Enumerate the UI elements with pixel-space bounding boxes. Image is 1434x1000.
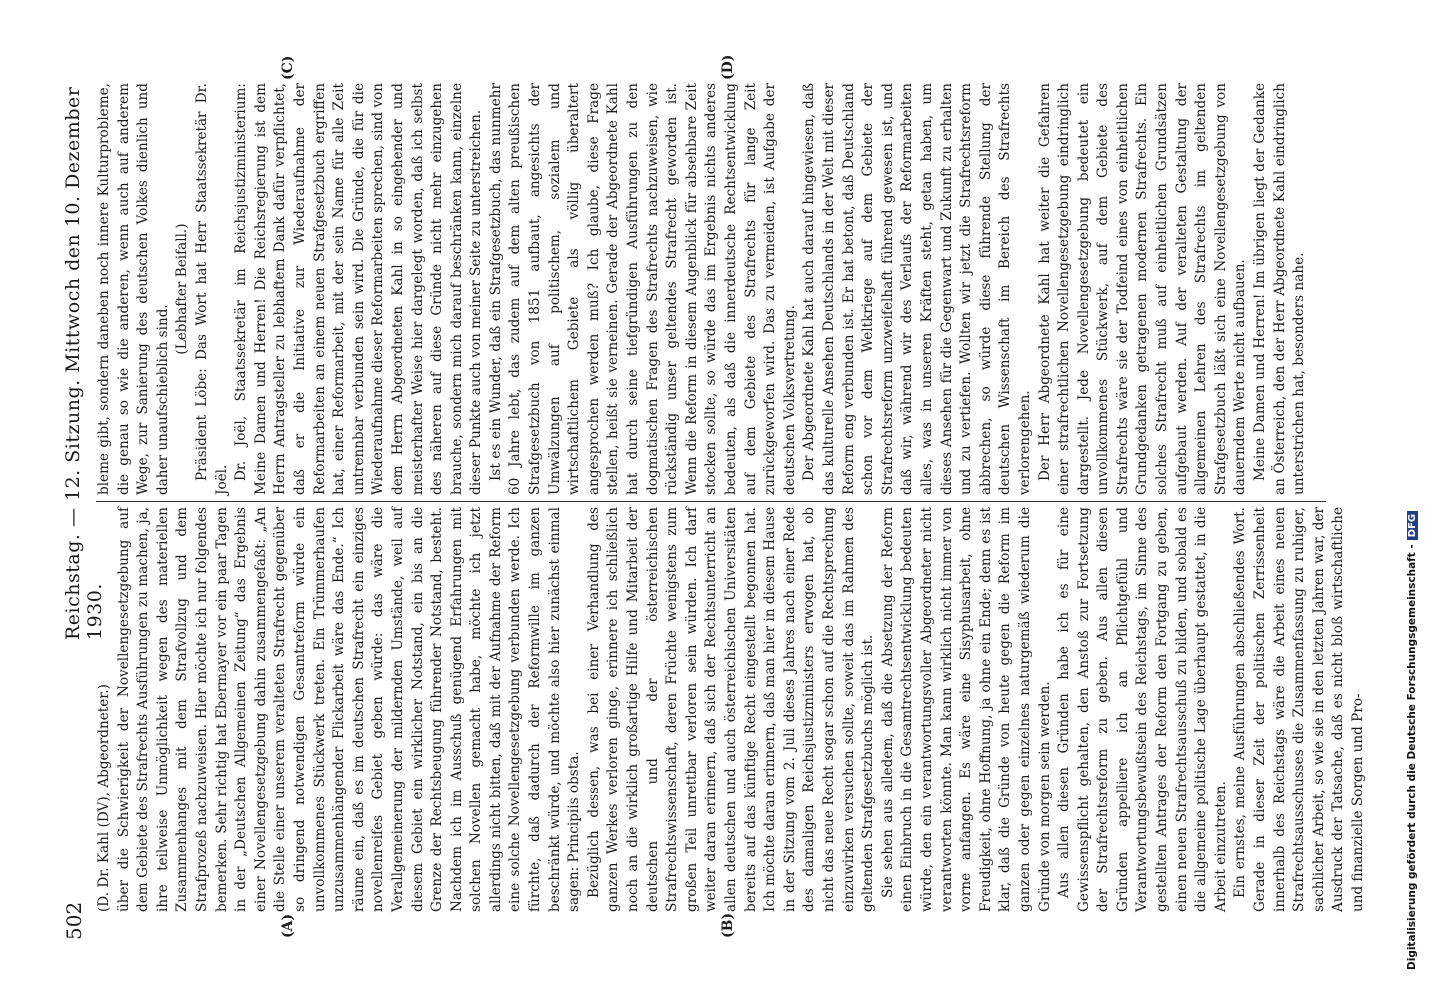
paragraph: über die Schwierigkeit der Novellengesetzgebung auf dem Gebiete des Strafrechts Ausführungen zu machen, ja, ihre teilweise Unmöglichkeit wegen des materiellen Zusammenhanges mit dem Strafvollzug und dem Strafprozeß nachzuweisen. Hier möchte ich nur folgendes bemerken. Sehr richtig hat Ebermayer vor ein paar Tagen in der „Deutschen Allgemeinen Zeitung“ das Ergebnis einer Novellengesetzgebung dahin zusammengefaßt: „An die Stelle einer unserem veralteten Strafrecht gegenüber so dringend notwendigen Gesamtreform würde ein unvollkommenes Stückwerk treten. Ein Trümmerhaufen unzusammenhängender Flickarbeit wäre das Ende.“ Ich räume ein, daß es im deutschen Strafrecht ein einziges novellenreifes Gebiet geben würde: das wäre die Verallgemeinerung der mildernden Umstände, weil auf diesem Gebiet ein wirklicher Notstand, ein bis an die Grenze der Rechtsbeugung führender Notstand, besteht. Nachdem ich im Ausschuß genügend Erfahrungen mit solchen Novellen gemacht habe, möchte ich jetzt allerdings nicht bitten, daß mit der Aufnahme der Reform eine solche Novellengesetzgebung verbunden werde. Ich fürchte, daß dadurch der Reformwille im ganzen beschränkt würde, und möchte also hier zunächst einmal sagen: Principiis obsta.	[115, 507, 583, 912]
paragraph: Bezüglich dessen, was bei einer Verhandlung des ganzen Werkes verloren ginge, erinnere ich schließlich noch an die wirklich großartige Hilfe und Mitarbeit der deutschen und der österreichischen Strafrechtswissenschaft, deren Früchte wenigstens zum großen Teil unrettbar verloren sein würden. Ich darf weiter daran erinnern, daß sich der Rechtsunterricht an allen deutschen und auch österreichischen Universitäten bereits auf das künftige Recht eingestellt begonnen hat. Ich möchte daran erinnern, daß man hier in diesem Hause in der Sitzung vom 2. Juli dieses Jahres nach einer Rede des damaligen Reichsjustizministers erwogen hat, ob nicht das neue Recht sogar schon auf die Rechtsprechung einzuwirken versuchen sollte, soweit das im Rahmen des geltenden Strafgesetzbuchs möglich ist.	[585, 507, 877, 912]
margin-marker-a: (A)	[280, 913, 296, 938]
margin-marker-c: (C)	[280, 55, 296, 80]
dfg-logo: DFG	[1407, 511, 1418, 540]
digitization-note	[1406, 250, 1426, 970]
column-left	[95, 507, 1369, 912]
paragraph: Ist es ein Wunder, daß ein Strafgesetzbuch, das nunmehr 60 Jahre lebt, das zudem auf dem alten preußischen Strafgesetzbuch von 1851 aufbaut, angesichts der Umwälzungen auf politischem, sozialem und wirtschaftlichem Gebiete als völlig überaltert angesprochen werden muß? Ich glaube, diese Frage stellen, heißt sie verneinen. Gerade der Abgeordnete Kahl hat durch seine tiefgründigen Ausführungen zu den dogmatischen Fragen des Strafrechts nachzuweisen, wie rückständig unser geltendes Strafrecht geworden ist. Wenn die Reform in diesem Augenblick für absehbare Zeit stocken sollte, so würde das im Ergebnis nichts anderes bedeuten, als daß die innerdeutsche Rechtsentwicklung auf dem Gebiete des Strafrechts für lange Zeit zurückgeworfen wird. Das zu vermeiden, ist Aufgabe der deutschen Volksvertretung.	[487, 83, 798, 495]
margin-marker-b: (B)	[720, 912, 736, 938]
paragraph: Der Herr Abgeordnete Kahl hat weiter die Gefahren einer strafrechtlichen Novellengesetzgebung eindringlich dargestellt. Jede Novellengesetzgebung bedeutet ein unvollkommenes Stückwerk, auf dem Gebiete des Strafrechts wäre sie der Todfeind eines von einheitlichen Grundgedanken getragenen modernen Strafrechts. Ein solches Strafrecht muß auf einheitlichen Grundsätzen aufgebaut werden. Auf der veralteten Gestaltung der allgemeinen Lehren des Strafrechts im geltenden Strafgesetzbuch läßt sich eine Novellengesetzgebung von dauerndem Werte nicht aufbauen.	[1036, 83, 1249, 495]
president-line: Präsident Löbe: Das Wort hat Herr Staatssekretär Dr. Joël.	[193, 83, 230, 495]
paragraph: Dr. Joël, Staatssekretär im Reichsjustizministerium: Meine Damen und Herren! Die Reichsregierung ist dem Herrn Antragsteller zu lebhaftem Dank dafür verpflichtet, daß er die Initiative zur Wiederaufnahme der Reformarbeiten an einem neuen Strafgesetzbuch ergriffen hat, einer Reformarbeit, mit der sein Name für alle Zeit untrennbar verbunden sein wird. Die Gründe, die für die Wiederaufnahme dieser Reformarbeiten sprechen, sind von dem Herrn Abgeordneten Kahl in so eingehender und meisterhafter Weise hier dargelegt worden, daß ich selbst des näheren auf diese Gründe nicht mehr einzugehen brauche, sondern mich darauf beschränken kann, einzelne dieser Punkte auch von meiner Seite zu unterstreichen.	[233, 83, 485, 495]
paragraph: Sie sehen aus alledem, daß die Absetzung der Reform einen Einbruch in die Gesamtrechtsentwicklung bedeuten würde, den ein verantwortungsvoller Abgeordneter nicht verantworten könnte. Man kann wirklich nicht immer von vorne anfangen. Es wäre eine Sisyphusarbeit, ohne Freudigkeit, ohne Hoffnung, ja ohne ein Ende; denn es ist klar, daß die Gründe von heute gegen die Reform im ganzen oder gegen einzelnes naturgemäß wiederum die Gründe von morgen sein werden.	[879, 507, 1053, 912]
paragraph: Meine Damen und Herren! Im übrigen liegt der Gedanke an Österreich, den der Herr Abgeordnete Kahl eindringlich unterstrichen hat, besonders nahe.	[1252, 83, 1308, 495]
paragraph: bleme gibt, sondern daneben noch innere Kulturprobleme, die genau so wie die anderen, wenn auch auf anderem Wege, zur Sanierung des deutschen Volkes dienlich und daher unaufschieblich sind.	[96, 83, 171, 495]
margin-marker-d: (D)	[720, 54, 736, 80]
column-right	[95, 83, 1310, 495]
running-title: Reichstag. — 12. Sitzung. Mittwoch den 10. Dezember 1930.	[62, 86, 106, 640]
digitization-text: Digitalisierung gefördert durch die Deutsche Forschungsgemeinschaft -	[1406, 544, 1418, 970]
paragraph: Ein ernstes, meine Ausführungen abschließendes Wort. Gerade in dieser Zeit der politischen Zerrissenheit innerhalb des Reichstags wäre die Arbeit eines neuen Strafrechtsausschusses die Zusammenfassung zu ruhiger, sachlicher Arbeit, so wie sie in den letzten Jahren war, der Ausdruck der Tatsache, daß es nicht bloß wirtschaftliche und finanzielle Sorgen und Pro-	[1232, 507, 1366, 912]
applause-note: (Lebhafter Beifall.)	[174, 223, 191, 355]
paragraph: Aus allen diesen Gründen habe ich es für eine Gewissenspflicht gehalten, den Anstoß zur Fortsetzung der Strafrechtsreform zu geben. Aus allen diesen Gründen appelliere ich an Pflichtgefühl und Verantwortungsbewußtsein des Reichstags, im Sinne des gestellten Antrages der Reform den Fortgang zu geben, einen neuen Strafrechtsausschuß zu bilden, und sobald es die allgemeine politische Lage überhaupt gestattet, in die Arbeit einzutreten.	[1056, 507, 1229, 912]
column-divider	[96, 501, 1326, 502]
speaker-line: (D. Dr. Kahl (DV), Abgeordneter.)	[96, 684, 112, 912]
paragraph: Der Abgeordnete Kahl hat auch darauf hingewiesen, daß das kulturelle Ansehen Deutschlands in der Welt mit dieser Reform eng verbunden ist. Er hat betont, daß Deutschland schon vor dem Weltkriege auf dem Gebiete der Strafrechtsreform unzweifelhaft führend gewesen ist, und daß wir, während wir des Verlaufs der Reformarbeiten alles, was in unseren Kräften steht, getan haben, um dieses Ansehen für die Gegenwart und Zukunft zu erhalten und zu vertiefen. Wollten wir jetzt die Strafrechtsreform abbrechen, so würde diese führende Stellung der deutschen Wissenschaft im Bereich des Strafrechts verlorengehen.	[801, 83, 1033, 495]
page-number: 502	[62, 901, 86, 940]
